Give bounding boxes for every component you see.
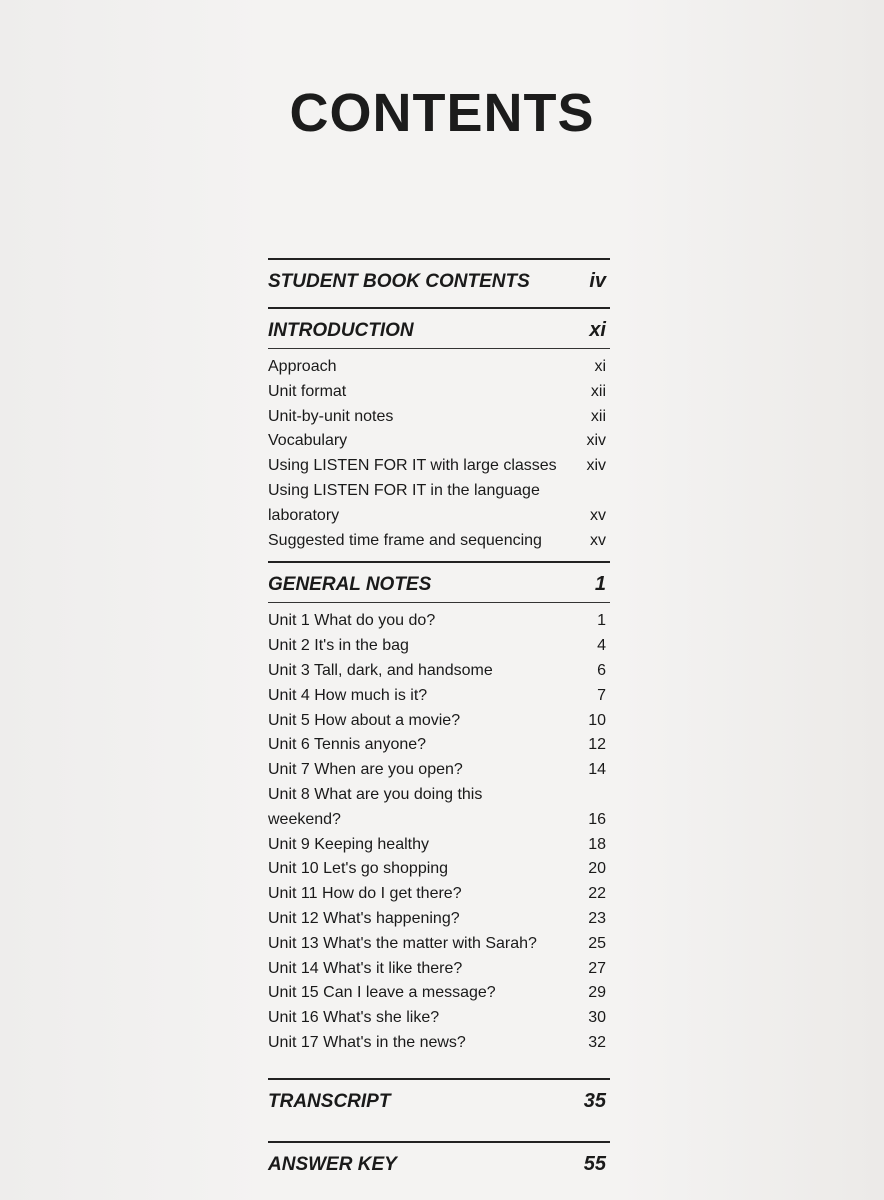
entry-title: Unit 4 How much is it? bbox=[268, 686, 428, 704]
entry-page-number: xv bbox=[590, 506, 606, 524]
section-heading bbox=[268, 309, 610, 348]
entry-page-number: xiv bbox=[586, 457, 606, 475]
toc-entry bbox=[268, 907, 610, 932]
toc-entry bbox=[268, 981, 610, 1006]
toc-section bbox=[268, 1119, 610, 1182]
section-title: GENERAL NOTES bbox=[268, 574, 432, 596]
entry-page-number: 30 bbox=[588, 1009, 606, 1027]
entry-page-number: xi bbox=[594, 358, 606, 375]
entry-page-number: 23 bbox=[588, 909, 606, 927]
section-title: TRANSCRIPT bbox=[268, 1090, 391, 1112]
entry-title: Unit 2 It's in the bag bbox=[268, 637, 409, 655]
entry-title: Unit format bbox=[268, 382, 347, 400]
entry-page-number: 27 bbox=[588, 959, 606, 977]
entry-page-number: 10 bbox=[588, 711, 606, 729]
toc-section bbox=[268, 553, 610, 1055]
entry-title: Unit 5 How about a movie? bbox=[268, 711, 461, 729]
entry-page-number: 25 bbox=[588, 934, 606, 952]
entry-title: Unit 9 Keeping healthy bbox=[268, 835, 429, 853]
toc-section bbox=[268, 299, 610, 553]
entry-title: Vocabulary bbox=[268, 432, 348, 450]
section-page-number: xi bbox=[589, 319, 606, 341]
section-heading bbox=[268, 563, 610, 602]
toc-entry bbox=[268, 355, 610, 380]
entry-page-number: 20 bbox=[588, 860, 606, 878]
toc-entry bbox=[268, 957, 610, 982]
heading-underline bbox=[268, 348, 610, 349]
toc-entry bbox=[268, 684, 610, 709]
heading-underline bbox=[268, 602, 610, 603]
entry-page-number: 7 bbox=[597, 686, 606, 704]
toc-section bbox=[268, 258, 610, 299]
section-page-number: iv bbox=[589, 270, 606, 292]
toc-entry bbox=[268, 405, 610, 430]
entry-title: Using LISTEN FOR IT in the language laboratory bbox=[268, 481, 540, 524]
entry-page-number: 4 bbox=[597, 637, 606, 655]
toc-entry bbox=[268, 659, 610, 684]
entry-page-number: 18 bbox=[588, 835, 606, 853]
entry-title: Unit 7 When are you open? bbox=[268, 761, 463, 779]
table-of-contents bbox=[268, 258, 610, 1182]
toc-entry bbox=[268, 529, 610, 554]
toc-entry bbox=[268, 857, 610, 882]
entry-title: Unit-by-unit notes bbox=[268, 407, 394, 425]
toc-entry bbox=[268, 709, 610, 734]
toc-entry bbox=[268, 1031, 610, 1056]
section-page-number: 35 bbox=[583, 1089, 606, 1112]
entry-title: Unit 17 What's in the news? bbox=[268, 1033, 466, 1051]
toc-entry bbox=[268, 882, 610, 907]
entry-title: Unit 10 Let's go shopping bbox=[268, 860, 449, 878]
entry-page-number: 12 bbox=[588, 736, 606, 754]
section-page-number: 1 bbox=[594, 573, 606, 596]
entry-title: Unit 15 Can I leave a message? bbox=[268, 984, 496, 1002]
entry-title: Unit 14 What's it like there? bbox=[268, 959, 463, 977]
entry-title: Unit 12 What's happening? bbox=[268, 909, 460, 927]
toc-entry bbox=[268, 380, 610, 405]
entry-page-number: xv bbox=[590, 531, 606, 549]
section-heading bbox=[268, 1080, 610, 1119]
entry-page-number: 22 bbox=[588, 885, 606, 903]
page-title: CONTENTS bbox=[289, 83, 595, 143]
section-title: ANSWER KEY bbox=[268, 1153, 397, 1175]
entry-page-number: xii bbox=[590, 407, 606, 425]
section-page-number: 55 bbox=[583, 1152, 606, 1175]
entry-list bbox=[268, 355, 610, 553]
toc-entry bbox=[268, 833, 610, 858]
entry-page-number: xii bbox=[590, 382, 606, 400]
toc-entry bbox=[268, 733, 610, 758]
section-title: STUDENT BOOK CONTENTS bbox=[268, 271, 530, 292]
entry-page-number: 1 bbox=[597, 612, 606, 630]
section-title: INTRODUCTION bbox=[268, 320, 414, 341]
toc-entry bbox=[268, 479, 610, 529]
entry-title: Using LISTEN FOR IT with large classes bbox=[268, 457, 557, 475]
entry-title: Unit 16 What's she like? bbox=[268, 1009, 440, 1027]
entry-title: Unit 13 What's the matter with Sarah? bbox=[268, 934, 537, 952]
entry-title: Unit 1 What do you do? bbox=[268, 612, 436, 630]
toc-entry bbox=[268, 429, 610, 454]
entry-page-number: 32 bbox=[588, 1033, 606, 1051]
toc-entry bbox=[268, 783, 610, 833]
toc-entry bbox=[268, 609, 610, 634]
entry-title: Unit 8 What are you doing this weekend? bbox=[268, 785, 483, 828]
entry-list bbox=[268, 609, 610, 1055]
toc-entry bbox=[268, 758, 610, 783]
toc-section bbox=[268, 1056, 610, 1119]
entry-title: Approach bbox=[268, 358, 337, 375]
section-heading bbox=[268, 1143, 610, 1182]
section-heading bbox=[268, 260, 610, 299]
entry-page-number: 14 bbox=[588, 761, 606, 779]
entry-title: Unit 11 How do I get there? bbox=[268, 885, 462, 903]
toc-entry bbox=[268, 634, 610, 659]
toc-entry bbox=[268, 1006, 610, 1031]
entry-page-number: 6 bbox=[597, 661, 606, 679]
entry-title: Unit 3 Tall, dark, and handsome bbox=[268, 661, 493, 679]
entry-page-number: 16 bbox=[588, 810, 606, 828]
entry-page-number: 29 bbox=[588, 984, 606, 1002]
entry-title: Suggested time frame and sequencing bbox=[268, 531, 542, 549]
entry-page-number: xiv bbox=[586, 432, 606, 450]
toc-entry bbox=[268, 932, 610, 957]
entry-title: Unit 6 Tennis anyone? bbox=[268, 736, 427, 754]
toc-entry bbox=[268, 454, 610, 479]
